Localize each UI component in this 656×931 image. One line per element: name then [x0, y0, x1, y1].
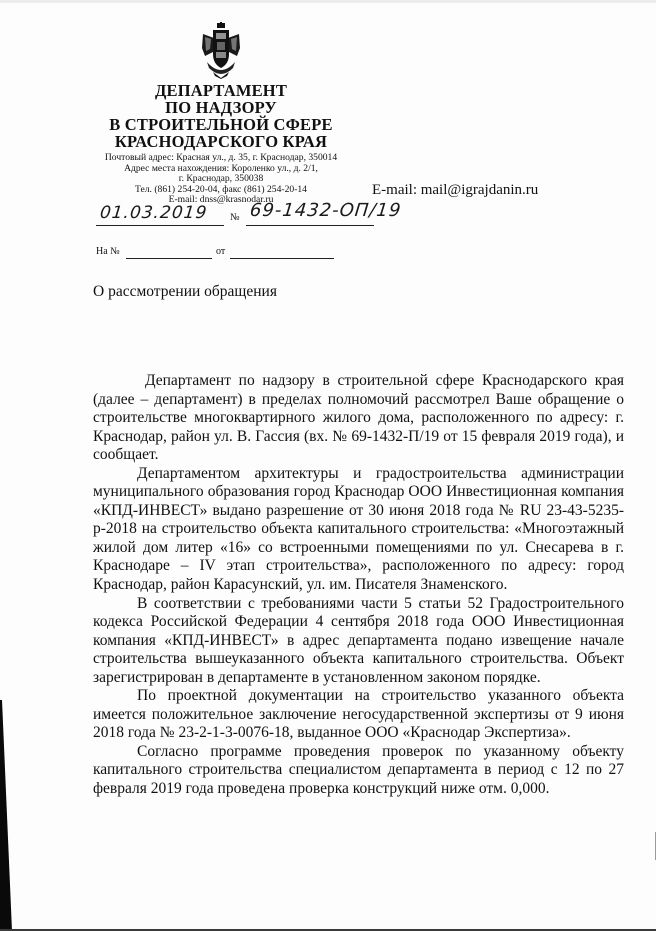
body-paragraph: Департаментом архитектуры и градостроительства администрации муниципального образования город Краснодар ООО Инвестиционная компания «КПД-ИНВЕСТ» выдано разрешение от 30 июня 2018 года № RU 23-43-5235-р-2018 на строительство объекта капитального строительства: «Многоэтажный жилой дом литер «16» со встроенными помещениями по ул. Снесарева в г. Краснодаре – IV этап строительства», расположенного по адресу: город Краснодар, район Карасунский, ул. им. Писателя Знаменского. — [93, 464, 624, 594]
body-paragraph: Согласно программе проведения проверок по указанному объекту капитального строительства специалистом департамента в период с 12 по 27 февраля 2019 года проведена проверка конструкций ниже отм. 0,000. — [93, 742, 624, 798]
reply-date-label: от — [216, 246, 226, 257]
reply-date-blank — [230, 258, 334, 259]
postal-address: Почтовый адрес: Красная ул., д. 35, г. Краснодар, 350014 — [104, 152, 338, 163]
number-underline — [246, 225, 374, 226]
location-address: Адрес места нахождения: Короленко ул., д. 2/1, — [124, 162, 318, 174]
letterhead — [80, 22, 362, 206]
date-underline — [96, 225, 224, 226]
handwritten-date: 01.03.2019 — [98, 203, 209, 223]
scan-left-edge-shadow — [0, 0, 16, 931]
department-email: E-mail: dnss@krasnodar.ru — [168, 194, 274, 206]
body-paragraph: По проектной документации на строительство указанного объекта имеется положительное заключение негосударственной экспертизы от 9 июня 2018 года № 23-2-1-3-0076-18, выданное ООО «Краснодар Экспертиза». — [93, 687, 624, 742]
reply-reference — [96, 244, 336, 262]
location-city: г. Краснодар, 350038 — [178, 173, 264, 185]
body-paragraph: В соответствии с требованиями части 5 статьи 52 Градостроительного кодекса Российской Федерации 4 сентября 2018 года ООО Инвестиционная компания «КПД-ИНВЕСТ» в адрес департамента подано извещение начале строительства вышеуказанного объекта капитального строительства. Объект зарегистрирован в департаменте в установленном законом порядке. — [93, 594, 624, 686]
number-label: № — [230, 212, 240, 223]
outgoing-registration — [96, 198, 403, 232]
reply-number-blank — [126, 258, 212, 259]
department-name-line: КРАСНОДАРСКОГО КРАЯ — [114, 132, 328, 151]
handwritten-number: 69-1432-ОП/19 — [248, 200, 403, 221]
coat-of-arms-icon — [199, 22, 243, 80]
scan-top-shadow — [0, 0, 656, 3]
recipient-email: E-mail: mail@igrajdanin.ru — [372, 182, 539, 198]
phone-fax: Тел. (861) 254-20-04, факс (861) 254-20-14 — [135, 183, 307, 195]
letter-subject: О рассмотрении обращения — [93, 283, 277, 300]
department-name — [80, 82, 362, 150]
department-name-line: ПО НАДЗОРУ — [165, 98, 277, 117]
body-paragraph: Департамент по надзору в строительной сфере Краснодарского края (далее – департамент) в пределах полномочий рассмотрел Ваше обращение о строительстве многоквартирного жилого дома, расположенного по адресу: г. Краснодар, район ул. В. Гассия (вх. № 69-1432-П/19 от 15 февраля 2019 года), и сообщает. — [93, 372, 624, 464]
reply-number-label: На № — [96, 246, 120, 257]
department-name-line: В СТРОИТЕЛЬНОЙ СФЕРЕ — [109, 115, 333, 134]
department-name-line: ДЕПАРТАМЕНТ — [154, 81, 288, 100]
letter-body — [93, 372, 624, 799]
